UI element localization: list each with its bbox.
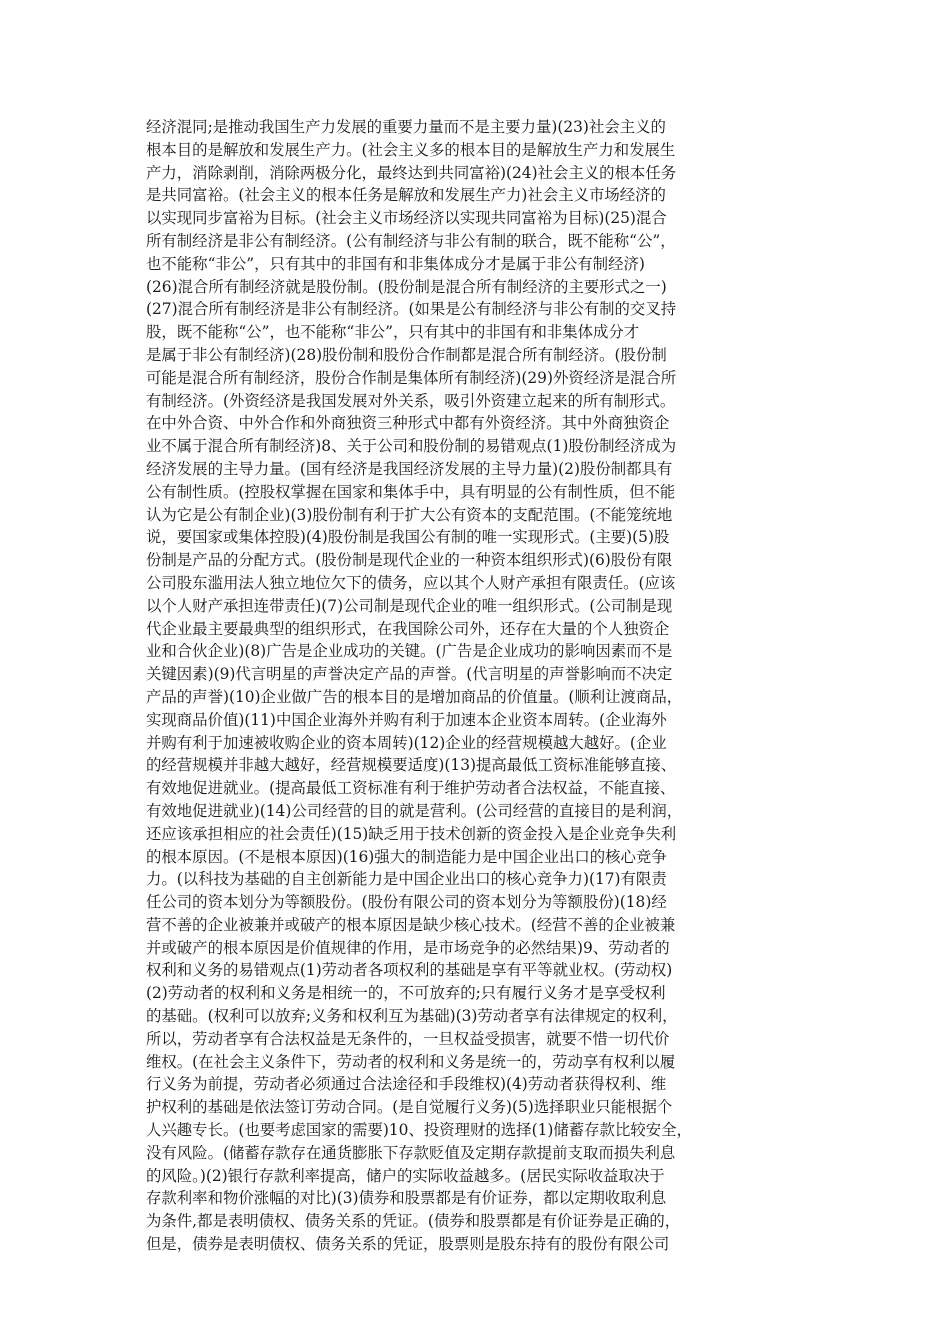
text-line: 经济混同;是推动我国生产力发展的重要力量而不是主要力量)(23)社会主义的: [146, 118, 666, 136]
text-line: 没有风险。(储蓄存款存在通货膨胀下存款贬值及定期存款提前支取而损失利息: [146, 1143, 676, 1162]
text-line: 还应该承担相应的社会责任)(15)缺乏用于技术创新的资金投入是企业竞争失利: [146, 824, 677, 843]
text-line: 人兴趣专长。(也要考虑国家的需要)10、投资理财的选择(1)储蓄存款比较安全，: [146, 1121, 692, 1140]
text-line: 所有制经济是非公有制经济。(公有制经济与非公有制的联合，既不能称“公”，: [146, 231, 676, 250]
text-line: 业不属于混合所有制经济)8、关于公司和股份制的易错观点(1)股份制经济成为: [146, 437, 677, 456]
text-line: 代企业最主要最典型的组织形式，在我国除公司外，还存在大量的个人独资企: [146, 619, 670, 638]
text-line: 也不能称“非公”，只有其中的非国有和非集体成分才是属于非公有制经济): [146, 254, 645, 273]
text-line: 存款利率和物价涨幅的对比)(3)债券和股票都是有价证券，都以定期收取利息: [146, 1189, 667, 1208]
text-line: 的根本原因。(不是根本原因)(16)强大的制造能力是中国企业出口的核心竞争: [146, 847, 667, 866]
text-line: 产力，消除剥削，消除两极分化，最终达到共同富裕)(24)社会主义的根本任务: [146, 163, 677, 182]
text-line: 以实现同步富裕为目标。(社会主义市场经济以实现共同富裕为目标)(25)混合: [146, 209, 667, 228]
text-line: 有制经济。(外资经济是我国发展对外关系，吸引外资建立起来的所有制形式。: [146, 391, 676, 410]
text-line: 是共同富裕。(社会主义的根本任务是解放和发展生产力)社会主义市场经济的: [146, 186, 666, 205]
text-line: 维权。(在社会主义条件下，劳动者的权利和义务是统一的，劳动享有权利以履: [146, 1052, 676, 1071]
text-line: 并购有利于加速被收购企业的资本周转)(12)企业的经营规模越大越好。(企业: [146, 733, 667, 752]
text-line: 所以，劳动者享有合法权益是无条件的，一旦权益受损害，就要不惜一切代价: [146, 1029, 670, 1048]
text-line: 力。(以科技为基础的自主创新能力是中国企业出口的核心竞争力)(17)有限责: [146, 870, 667, 889]
text-line: 实现商品价值)(11)中国企业海外并购有利于加速本企业资本周转。(企业海外: [146, 710, 667, 729]
text-line: 的经营规模并非越大越好，经营规模要适度)(13)提高最低工资标准能够直接、: [146, 756, 677, 775]
text-line: 护权利的基础是依法签订劳动合同。(是自觉履行义务)(5)选择职业只能根据个: [146, 1098, 673, 1117]
text-line: 行义务为前提，劳动者必须通过合法途径和手段维权)(4)劳动者获得权利、维: [146, 1075, 667, 1094]
text-line: 的风险。)(2)银行存款利率提高，储户的实际收益越多。(居民实际收益取决于: [146, 1166, 665, 1185]
text-line: (27)混合所有制经济是非公有制经济。(如果是公有制经济与非公有制的交叉持: [146, 300, 677, 319]
text-line: 股，既不能称“公”，也不能称“非公”，只有其中的非国有和非集体成分才: [146, 323, 640, 342]
text-line: 公司股东滥用法人独立地位欠下的债务，应以其个人财产承担有限责任。(应该: [146, 573, 676, 592]
text-line: 但是，债券是表明债权、债务关系的凭证，股票则是股东持有的股份有限公司: [146, 1235, 670, 1254]
text-line: 是属于非公有制经济)(28)股份制和股份合作制都是混合所有制经济。(股份制: [146, 345, 667, 364]
text-line: 公有制性质。(控股权掌握在国家和集体手中，具有明显的公有制性质，但不能: [146, 482, 676, 501]
text-line: 的基础。(权利可以放弃;义务和权利互为基础)(3)劳动者享有法律规定的权利，: [146, 1007, 678, 1026]
text-line: 根本目的是解放和发展生产力。(社会主义多的根本目的是解放生产力和发展生: [146, 140, 676, 159]
text-line: 认为它是公有制企业)(3)股份制有利于扩大公有资本的支配范围。(不能笼统地: [146, 505, 673, 524]
text-line: 说，要国家或集体控股)(4)股份制是我国公有制的唯一实现形式。(主要)(5)股: [146, 528, 670, 547]
text-line: 份制是产品的分配方式。(股份制是现代企业的一种资本组织形式)(6)股份有限: [146, 551, 673, 570]
text-line: (26)混合所有制经济就是股份制。(股份制是混合所有制经济的主要形式之一): [146, 277, 667, 296]
text-line: 关键因素)(9)代言明星的声誉决定产品的声誉。(代言明星的声誉影响而不决定: [146, 665, 673, 684]
text-line: 营不善的企业被兼并或破产的根本原因是缺少核心技术。(经营不善的企业被兼: [146, 915, 676, 934]
text-line: 权利和义务的易错观点(1)劳动者各项权利的基础是享有平等就业权。(劳动权): [146, 961, 673, 980]
text-line: 任公司的资本划分为等额股份。(股份有限公司的资本划分为等额股份)(18)经: [146, 893, 667, 912]
text-line: 产品的声誉)(10)企业做广告的根本目的是增加商品的价值量。(顺利让渡商品，: [146, 687, 683, 706]
text-line: 为条件,都是表明债权、债务关系的凭证。(债券和股票都是有价证券是正确的，: [146, 1212, 681, 1231]
text-line: 并或破产的根本原因是价值规律的作用，是市场竞争的必然结果)9、劳动者的: [146, 938, 670, 957]
text-line: 有效地促进就业)(14)公司经营的目的就是营利。(公司经营的直接目的是利润，: [146, 801, 683, 820]
text-line: 业和合伙企业)(8)广告是企业成功的关键。(广告是企业成功的影响因素而不是: [146, 642, 673, 661]
body-text: [146, 116, 806, 1256]
text-line: 经济发展的主导力量。(国有经济是我国经济发展的主导力量)(2)股份制都具有: [146, 459, 673, 478]
text-line: 有效地促进就业。(提高最低工资标准有利于维护劳动者合法权益，不能直接、: [146, 779, 676, 798]
text-line: 以个人财产承担连带责任)(7)公司制是现代企业的唯一组织形式。(公司制是现: [146, 596, 673, 615]
text-line: 在中外合资、中外合作和外商独资三种形式中都有外资经济。其中外商独资企: [146, 414, 670, 433]
text-line: (2)劳动者的权利和义务是相统一的，不可放弃的;只有履行义务才是享受权利: [146, 984, 666, 1003]
text-line: 可能是混合所有制经济，股份合作制是集体所有制经济)(29)外资经济是混合所: [146, 368, 677, 387]
